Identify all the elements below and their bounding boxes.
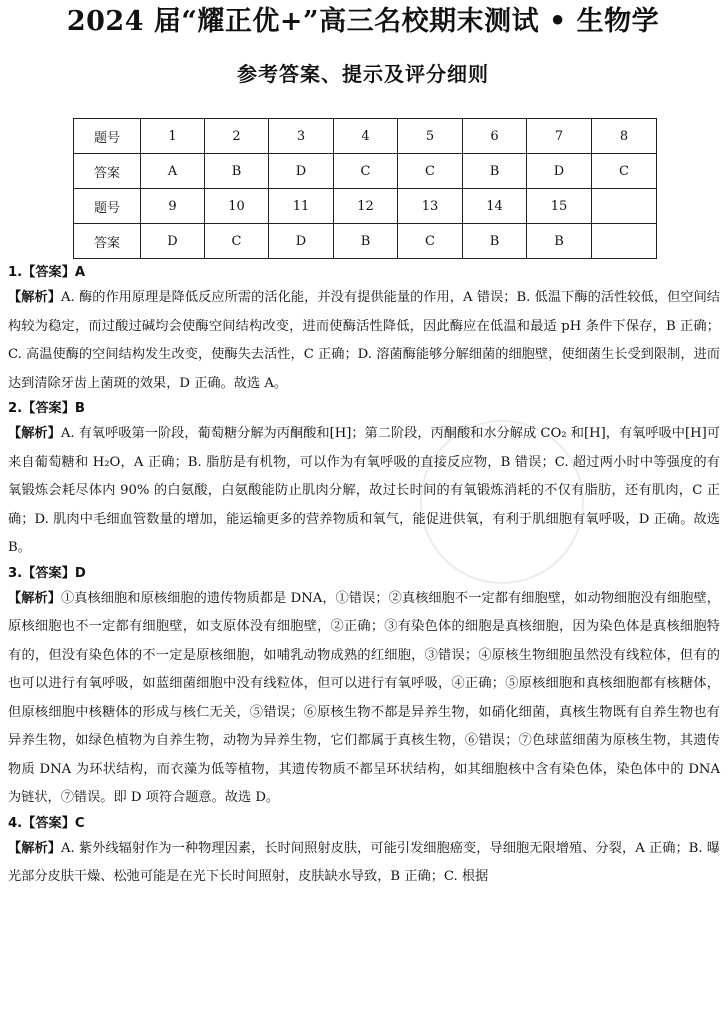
answer-table-cell: D [527,154,592,189]
analysis-body: ①真核细胞和原核细胞的遗传物质都是 DNA，①错误；②真核细胞不一定都有细胞壁，如动物细胞没有细胞壁，原核细胞也不一定都有细胞壁，如支原体没有细胞壁，②正确；③有染色体的细胞是真核细胞，因为染色体是真核细胞特有的，但没有染色体的不一定是原核细胞，如哺乳动物成熟的红细胞，③错误；④原核生物细胞虽然没有线粒体，但有的也可以进行有氧呼吸，如蓝细菌细胞中没有线粒体，但可以进行有氧呼吸，④正确；⑤原核细胞和真核细胞都有核糖体，但原核细胞中核糖体的形成与核仁无关，⑤错误；⑥原核生物不都是异养生物，如硝化细菌，真核生物既有自养生物也有异养生物，如绿色植物为自养生物，动物为异养生物，它们都属于真核生物，⑥错误；⑦色球蓝细菌为原核生物，其遗传物质 DNA 为环状结构，而衣藻为低等植物，其遗传物质不都呈环状结构，如其细胞核中含有染色体，染色体中的 DNA 为链状，⑦错误。即 D 项符合题意。故选 D。 [8,590,720,805]
answer-table-row [74,189,657,224]
analysis-body: A. 紫外线辐射作为一种物理因素，长时间照射皮肤，可能引发细胞癌变，导细胞无限增殖、分裂，A 正确；B. 曝光部分皮肤干燥、松弛可能是在光下长时间照射，皮肤缺水导致，B 正确；C. 根据 [8,840,720,884]
page-title: 2024 届“耀正优+”高三名校期末测试 • 生物学 [66,6,660,37]
answer-table-cell: B [463,224,527,259]
answer-table-cell: 3 [269,119,334,154]
solutions [8,262,720,892]
answer-table-row-header: 答案 [74,224,141,259]
answer-table-cell: C [398,154,463,189]
answer-label: 4.【答案】C [8,815,85,831]
answer-table-cell: D [141,224,205,259]
answer-label: 1.【答案】A [8,265,86,280]
answer-table-cell: 7 [527,119,592,154]
analysis-body: A. 酶的作用原理是降低反应所需的活化能，并没有提供能量的作用，A 错误；B. 低温下酶的活性较低，但空间结构较为稳定，而过酸过碱均会使酶空间结构改变，进而使酶活性降低，因此酶应在低温和最适 pH 条件下保存，B 正确；C. 高温使酶的空间结构发生改变，使酶失去活性，C 正确；D. 溶菌酶能够分解细菌的细胞壁，使细菌生长受到限制，进而达到清除牙齿上菌斑的效果，D 正确。故选 A。 [8,290,720,391]
answer-table-row-header: 题号 [74,119,141,154]
answer-table-cell: 12 [334,189,398,224]
analysis-tag: 【解析】 [8,426,61,441]
answer-table-cell: 8 [592,119,657,154]
answer-table-cell: 4 [334,119,398,154]
page-subtitle: 参考答案、提示及评分细则 [237,62,489,86]
analysis-text [8,835,720,892]
answer-table-cell: 10 [205,189,269,224]
answer-table-cell: C [398,224,463,259]
answer-table-cell: C [592,154,657,189]
analysis-tag: 【解析】 [8,590,62,606]
question-block [8,398,720,563]
answer-table-row [74,119,657,154]
answer-table-cell: D [269,154,334,189]
answer-table-cell [592,224,657,259]
answer-table-cell: 2 [205,119,269,154]
answer-table-cell: 11 [269,189,334,224]
answer-table-cell: B [463,154,527,189]
answer-table-cell: C [205,224,269,259]
analysis-text [8,420,720,563]
question-block [8,563,720,813]
analysis-text [8,284,720,398]
answer-label: 2.【答案】B [8,401,85,416]
answer-table-cell: 15 [527,189,592,224]
answer-label: 3.【答案】D [8,565,86,581]
analysis-tag: 【解析】 [8,840,61,856]
answer-table [73,118,657,259]
answer-table-cell [592,189,657,224]
answer-table-row [74,224,657,259]
question-block [8,262,720,398]
question-block [8,813,720,892]
analysis-text [8,585,720,813]
answer-table-cell: 1 [141,119,205,154]
answer-table-row [74,154,657,189]
answer-table-cell: 5 [398,119,463,154]
answer-table-row-header: 答案 [74,154,141,189]
answer-table-cell: C [334,154,398,189]
analysis-body: A. 有氧呼吸第一阶段，葡萄糖分解为丙酮酸和[H]；第二阶段，丙酮酸和水分解成 CO₂ 和[H]，有氧呼吸中[H]可来自葡萄糖和 H₂O，A 正确；B. 脂肪是有机物，可以作为有氧呼吸的直接反应物，B 错误；C. 超过两小时中等强度的有氧锻炼会耗尽体内 90% 的白氨酸，白氨酸能防止肌肉分解，故过长时间的有氧锻炼消耗的不仅有脂肪，还有肌肉，C 正确；D. 肌肉中毛细血管数量的增加，能运输更多的营养物质和氧气，能促进供氧，有利于肌细胞有氧呼吸，D 正确。故选 B。 [8,426,720,555]
answer-table-cell: D [269,224,334,259]
answer-table-row-header: 题号 [74,189,141,224]
answer-table-cell: B [334,224,398,259]
answer-table-cell: 6 [463,119,527,154]
answer-table-cell: A [141,154,205,189]
answer-table-cell: 9 [141,189,205,224]
answer-table-cell: B [527,224,592,259]
analysis-tag: 【解析】 [8,290,61,305]
answer-table-cell: 14 [463,189,527,224]
answer-table-cell: B [205,154,269,189]
answer-table-cell: 13 [398,189,463,224]
